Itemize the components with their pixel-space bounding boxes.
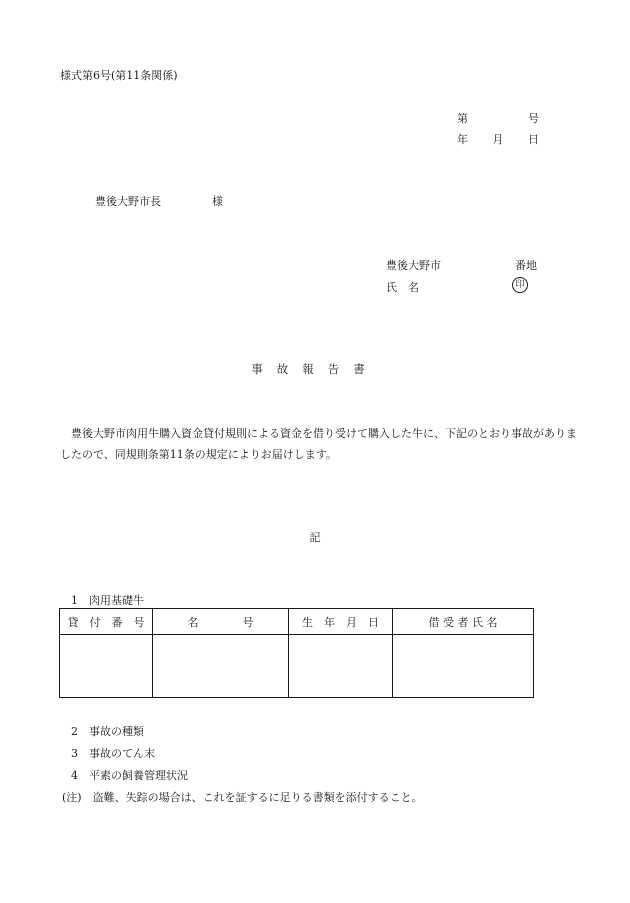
document-number-prefix: 第 (457, 112, 468, 125)
item-4-label: 4 平素の飼養管理状況 (71, 769, 188, 782)
cattle-table (59, 608, 534, 698)
cell-birth-date[interactable] (289, 635, 393, 698)
header-borrower-name: 借 受 者 氏 名 (393, 609, 534, 635)
body-paragraph: 豊後大野市肉用牛購入資金貸付規則による資金を借り受けて購入した牛に、下記のとおり事故がありましたので、同規則条第11条の規定によりお届けします。 (60, 427, 577, 461)
item-3-label: 3 事故のてん末 (71, 747, 155, 760)
cell-borrower-name[interactable] (393, 635, 534, 698)
cell-loan-number[interactable] (60, 635, 153, 698)
header-loan-number: 貸 付 番 号 (60, 609, 153, 635)
date-day-label: 日 (528, 133, 539, 146)
header-animal-name: 名 号 (153, 609, 289, 635)
addressee-name: 豊後大野市長 (95, 195, 161, 208)
item-2-label: 2 事故の種類 (71, 725, 144, 738)
cell-animal-name[interactable] (153, 635, 289, 698)
table-row (60, 635, 534, 698)
document-number-line (457, 110, 539, 126)
form-label: 様式第6号(第11条関係) (60, 69, 178, 82)
addressee-honorific: 様 (212, 195, 223, 208)
date-line (457, 131, 539, 147)
item-1-label: 1 肉用基礎牛 (71, 594, 144, 607)
header-birth-date: 生 年 月 日 (289, 609, 393, 635)
applicant-address-banchi: 番地 (515, 259, 537, 272)
seal-icon: 印 (512, 277, 528, 293)
footnote: (注) 盗難、失踪の場合は、これを証するに足りる書類を添付すること。 (62, 791, 423, 804)
date-year-label: 年 (457, 133, 468, 146)
applicant-address-city: 豊後大野市 (386, 259, 441, 272)
date-month-label: 月 (492, 133, 504, 146)
ki-heading: 記 (309, 531, 321, 544)
document-number-suffix: 号 (528, 112, 539, 125)
applicant-name-label: 氏 名 (386, 281, 419, 294)
table-header-row (60, 609, 534, 635)
document-title: 事故報告書 (251, 362, 379, 376)
